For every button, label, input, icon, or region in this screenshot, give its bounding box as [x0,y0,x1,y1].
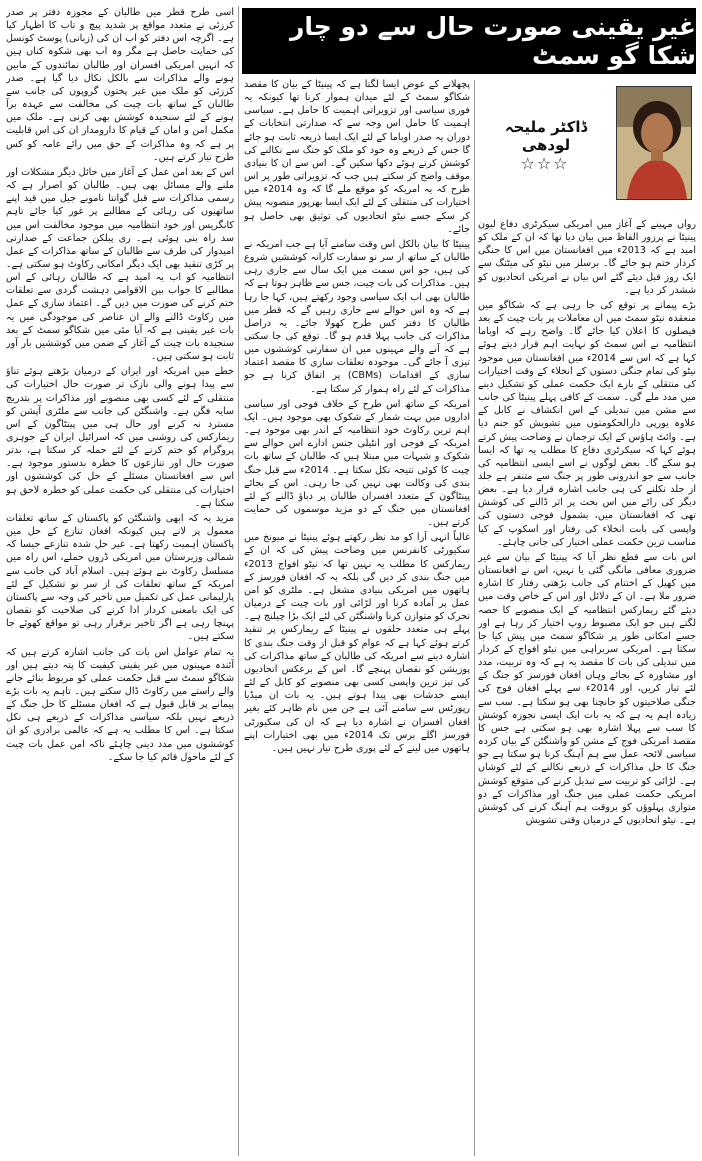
author-stars: ☆☆☆ [520,154,570,173]
article-column-right [478,218,696,1156]
paragraph: پینیٹا کا بیان بالکل اس وقت سامنے آیا ہے جب امریکہ نے طالبان کے ساتھ از سر نو سفارت کارانہ کوششیں شروع کی ہیں، جو اس سمت میں ایک سال سے جاری رہی ہیں۔ مذاکرات کی بات چیت، جس سے ظاہر ہوتا ہے کہ طالبان بھی اب ایک سیاسی وجود رکھتے ہیں، کہا جا رہا ہے کہ وہ اس حوالے سے جاری رہیں گے کہ قطر میں طالبان کا دفتر کس طرح کھولا جائے۔ یہ دراصل مذاکرات کی جانب پہلا قدم ہو گا۔ توقع کی جا سکتی ہے کہ آنے والے مہینوں میں ان سفارتی کوششوں میں تیزی آ جائے گی۔ موجودہ تعلقات سازی کا مقصد اعتماد سازی کے اقدامات (CBMs) پر اتفاق کرنا ہے جو مذاکرات کے لئے راہ ہموار کر سکتا ہے۔ [244,238,470,395]
paragraph: اسی طرح قطر میں طالبان کے مجوزہ دفتر پر صدر کرزئی نے متعدد مواقع پر شدید پیچ و تاب کا اظہار کیا ہے۔ اگرچہ اس دفتر کو اب ان کی (زبانی) پوسٹ کونسل کی حمایت حاصل ہے مگر وہ اب بھی شکوہ کناں ہیں کہ انہیں امریکی افسران اور طالبان نمائندوں کے مابین ہونے والے مذاکرات سے بالکل نکال دیا گیا ہے۔ صدر کرزئی کو ملک میں غیر پختون گروپوں کی جانب سے طالبان کے ساتھ بات چیت کی مخالفت سے عہدہ برآ ہونے کے لئے سنجیدہ کوشش بھی کرنی ہے۔ ملک میں مکمل امن و امان کے قیام کا دارومدار ان کی اس قابلیت پر ہے کہ وہ مذاکرات کے حق میں رائے عامہ کو کس طرح تیار کرتے ہیں۔ [6,7,234,163]
author-box [478,80,696,210]
article-column-middle [244,78,470,1156]
paragraph: اس بات سے قطع نظر آیا کہ پینیٹا کے بیان سے غیر ضروری معافی مانگی گئی یا نہیں، اس نے افغانستان میں کھیل کے اختتام کی جانب بڑھتی رفتار کا اشارہ ضرور ملا ہے۔ ان کے دلائل اور اس کے خاص وقت میں دیئے گئے ریمارکس انتظامیہ کے ایک منصوبے کا حصہ لگتے ہیں جو ایک مضبوط روپ اختیار کر رہا ہے اور جسے امکانی طور پر شکاگو سمٹ میں پیش کیا جا سکتا ہے۔ امریکی سربراہی میں نیٹو افواج کے کردار میں تبدیلی کی بات کا مقصد یہ ہے کہ وہ تربیت، مدد اور مشاورہ کے بجائے وہاں افغان فورسز کو جنگ کے لئے تیار کریں، اور 2014ء سے پہلے افغان فوج کی جنگی صلاحیتوں کو جانچنا بھی ہو سکتا ہے۔ سب سے زیادہ اہم یہ ہے کہ یہ بات ایک ایسی نجوزہ کوشش کا سب سے پہلا اشارہ بھی ہو سکتی ہے جس کا مقصد امریکی فوج کے مشن کو واشنگٹن کے بیان کردہ سیاسی لائحہ عمل سے ہم آہنگ کرنا ہو سکتا ہے جو جنگ کا حل مذاکرات کے ذریعے نکالنے کے لئے کوشاں ہے۔ لڑائی کو تربیت سے تبدیل کرنے کی متوقع کوشش امریکی حکمت عملی میں جنگ اور مذاکرات کے دو متوازی پہلوؤں کو بروقت ہم آہنگ کرنے کی کوشش ہے۔ نیٹو اتحادیوں کے درمیان وقتی تشویش [478,551,696,827]
headline-text: غیر یقینی صورت حال سے دو چار شکا گو سمٹ [290,12,696,70]
paragraph: رواں مہینے کے آغاز میں امریکی سیکرٹری دفاع لیون پینیٹا نے پرزور الفاظ میں بیان دیا تھا کہ ان کے ملک کو امید ہے کہ 2013ء میں افغانستان میں اس کا جنگی کردار ختم ہو جائے گا۔ برسلز میں نیٹو کی میٹنگ سے ایک روز قبل دیئے گئے اس بیان نے امریکی اتحادیوں کو ششدر کر دیا ہے۔ [478,219,696,296]
paragraph: یہ تمام عوامل اس بات کی جانب اشارہ کرتے ہیں کہ آئندہ مہینوں میں غیر یقینی کیفیت کا پتہ دیتے ہیں اور شکاگو سمٹ سے قبل حکمت عملی کو مربوط بنائے جانے والے راستے میں رکاوٹ ڈال سکتے ہیں۔ تاہم یہ بات بڑے پیمانے پر قابل قبول ہے کہ افغان مسئلے کا حل جنگ کے ذریعے نہیں بلکہ سیاسی مذاکرات کے ذریعے ہی نکل سکتا ہے۔ اس کا مطلب یہ ہے کہ عالمی برادری کو ان کوششوں میں مدد دینی چاہئے تاکہ امن عمل بات چیت کے لئے ماحول قائم کیا جا سکے۔ [6,646,234,763]
paragraph: مزید یہ کہ ابھی واشنگٹن کو پاکستان کے ساتھ تعلقات معمول پر لانے ہیں کیونکہ افغان تنازع کے حل میں پاکستان اہمیت رکھتا ہے۔ غیر حل شدہ تنازعے جیسا کہ شمالی وزیرستان میں امریکی ڈرون حملے، اس راہ میں مسلسل رکاوٹ بنے ہوئے ہیں۔ اسلام آباد کی جانب سے امریکہ کے ساتھ تعلقات کی از سر نو تشکیل کے لئے پارلیمانی عمل کی تکمیل میں تاخیر کی وجہ سے پاکستان کی ایک بامعنی کردار ادا کرنے کی صلاحیت کو نقصان پہنچا رہی ہے اگر تاخیر برقرار رہی تو مواقع کھوئے جا سکتے ہیں۔ [6,512,234,643]
headline-bar [242,8,696,74]
article-column-left [6,6,234,1156]
author-photo [616,86,692,200]
paragraph: امریکہ کے ساتھ اس طرح کے خلاف فوجی اور سیاسی اداروں میں بہت شمار کے شکوک بھی موجود ہیں۔ ایک اہم ترین رکاوٹ خود انتظامیہ کے اندر بھی موجود ہے۔ امریکہ کے فوجی اور انٹیلی جنس ادارے اس حوالے سے شکوک و شبہات میں مبتلا ہیں کہ طالبان کے ساتھ بات چیت کا کوئی نتیجہ نکل سکتا ہے۔ 2014ء سے قبل جنگ بندی کی وکالت بھی نہیں کی جا رہی۔ اس کے بجائے پینٹاگون کے متعدد افسران طالبان پر دباؤ ڈالنے کے لئے افغانستان میں جنگ کے دو مزید موسموں کی حمایت کرتے ہیں۔ [244,398,470,529]
paragraph: غالباً انہی آرا کو مد نظر رکھتے ہوئے پینیٹا نے میونخ میں سکیورٹی کانفرنس میں وضاحت پیش کی کہ ان کے ریمارکس کا مطلب یہ نہیں تھا کہ نیٹو افواج 2013ء میں جنگ بندی کر دیں گی بلکہ یہ کہ افغان فورسز کے ہاتھوں میں امریکی بنیادی مشغل ہے۔ ملٹری کو امن عمل پر آمادہ کرنا اور لڑائی اور بات چیت کے درمیان تحرک کو متوازن کرنا واشنگٹن کی لئے ایک بڑا چیلنج ہے۔ پہلے ہی متعدد حلقوں نے پینیٹا کے ریمارکس پر تنقید کرتے ہوئے کہا ہے کہ عوام کو قبل از وقت جنگ بندی کا اشارہ دینے سے امریکہ کی طالبان کے ساتھ مذاکرات کی پوزیشن کو نقصان پہنچے گا۔ اس کے برعکس اتحادیوں کی تیز ترین واپسی کسی بھی منصوبے کو کابل کے لئے ایسے خدشات بھی پیدا ہوتے ہیں۔ یہ بات ان میڈیا رپورٹس سے سامنے آئی ہے جن میں نام ظاہر کئے بغیر افغان افسران نے اشارہ دیا ہے کہ ان کی سکیورٹی فورسز اگلے برس تک 2014ء میں بھی اختیارات اپنے ہاتھوں میں لینے کے لئے پوری طرح تیار نہیں ہیں۔ [244,532,470,754]
author-name: ڈاکٹر ملیحہ لودھی [504,118,588,154]
column-divider [474,80,475,1156]
author-portrait-image [617,87,691,199]
paragraph: پچھلانے کے عوض ایسا لگتا ہے کہ پینیٹا کے بیان کا مقصد شکاگو سمٹ کے لئے میدان ہموار کرنا تھا کیونکہ یہ فوری سیاسی اور تزویراتی اہمیت کا حامل ہے۔ سیاسی اہمیت کا حامل اس وجہ سے کہ صدارتی انتخابات کے دوران یہ صدر اوباما کے لئے ایک ایسا ذریعہ ثابت ہو جائے گا جس کے ذریعے وہ خود کو ملک کو جنگ سے نکالنے کی کوشش کرتے ہوئے دکھا سکیں گے۔ اس سے ان کا بنیادی موقف واضح کر سکتے ہیں جب کہ تزویراتی طور پر اس طرح کہ یہ امریکہ کو موقع ملے گا کہ وہ 2014ء میں اختیارات کی منتقلی کے لئے ایک ایسا بھرپور منصوبہ پیش کر سکے جسے نیٹو اتحادیوں کی توثیق بھی حاصل ہو جائے۔ [244,79,470,235]
paragraph: اس کے بعد امن عمل کے آغاز میں حائل دیگر مشکلات اور ملنے والے مسائل بھی ہیں۔ طالبان کو اصرار ہے کہ رسمی مذاکرات سے قبل گوانتا ناموبے جیل میں قید اپنے ساتھیوں کی رہائی کے مطالبے پر غور کیا جائے تاہم کانگریس اور خود انتظامیہ میں موجود مخالفت اس میں سد راہ بنی ہوئی ہے۔ ری پبلکن جماعت کے صدارتی امیدوار کی طرف سے طالبان کے ساتھ مذاکرات کے عمل پر کڑی تنقید بھی ایک دیگر امکانی رکاوٹ ہو سکتی ہے۔ انتظامیہ کو اب یہ امید ہے کہ طالبان رہائی کے اس مطالبے کا جواب بین الاقوامی دہشت گردی سے تعلقات ختم کرنے کی صورت میں دیں گے۔ اعتماد سازی کے عمل میں رکاوٹ ڈالنے والے ان عناصر کی موجودگی میں یہ بات غیر یقینی ہے کہ آیا مئی میں شکاگو سمٹ کے بعد سنجیدہ بات چیت کے آغاز کے ضمن میں کوششیں بار آور ثابت ہو سکتی ہیں۔ [6,166,234,363]
column-divider [238,6,239,1156]
paragraph: بڑے پیمانے پر توقع کی جا رہی ہے کہ شکاگو میں منعقدہ نیٹو سمٹ میں ان معاملات پر بات چیت کے بعد فیصلوں کا اعلان کیا جائے گا۔ واضح رہے کہ اوباما انتظامیہ نے اس سمٹ کو نہایت اہم قرار دیتے ہوئے کہا ہے کہ اس سے 2014ء میں افغانستان میں موجود نیٹو کی تمام جنگی دستوں کے انخلاء کے وقت اختیارات کی منتقلی کے بارے ایک حکمت عملی کو تشکیل دینے میں مدد ملے گی۔ سمت کے کافی پہلے پینیٹا کی جانب سے مشن میں تبدیلی کے اس انکشاف نے کابل کے علاوہ یورپی دارالحکومتوں میں تشویش کو جنم دیا ہے۔ وائٹ ہاؤس کے ایک ترجمان نے وضاحت پیش کرتے ہوئے کہا کہ سیکرٹری دفاع کا مطلب یہ تھا کہ ایسا ہو سکے گا۔ بعض لوگوں نے اسے ایسی انتظامیہ کی جانب سے جو اندرونی طور پر جنگ سے متنفر ہے جلد از جلد نکلنے کی ہی جانب اشارہ قرار دیا ہے۔ بعض دیگر کی رائے میں اس بحث پر اثر ڈالنے کی کوشش تھی کہ افغانستان میں، بشمول فوجی دستوں کی واپسی کی بابت انخلاء کی رفتار اور اسکوپ کے کیا مناسب ترین حکمت عملی اختیار کی جانی چاہئے۔ [478,299,696,548]
paragraph: خطے میں امریکہ اور ایران کے درمیان بڑھتے ہوئے تناؤ سے پیدا ہونے والی نازک تر صورت حال اختیارات کی منتقلی کے لئے کسی بھی منصوبے اور مذاکرات پر بتدریج سایہ فگن ہے۔ واشنگٹن کی جانب سے ملٹری آپشن کو مسترد نہ کرنے اور حال ہی میں پینٹاگون کے اس ریمارکس کی روشنی میں کہ اسرائیل ایران کے جوہری پروگرام کو ختم کرنے کے لئے حملہ کر سکتا ہے، بدتر صورت حال اور تنازعوں کا خطرہ بدستور موجود ہے۔ اس سے افغانستان مسئلے کے حل کی کوششوں اور اختیارات کی منتقلی کی حکمت عملی کو خطرہ لاحق ہو سکتا ہے۔ [6,366,234,509]
